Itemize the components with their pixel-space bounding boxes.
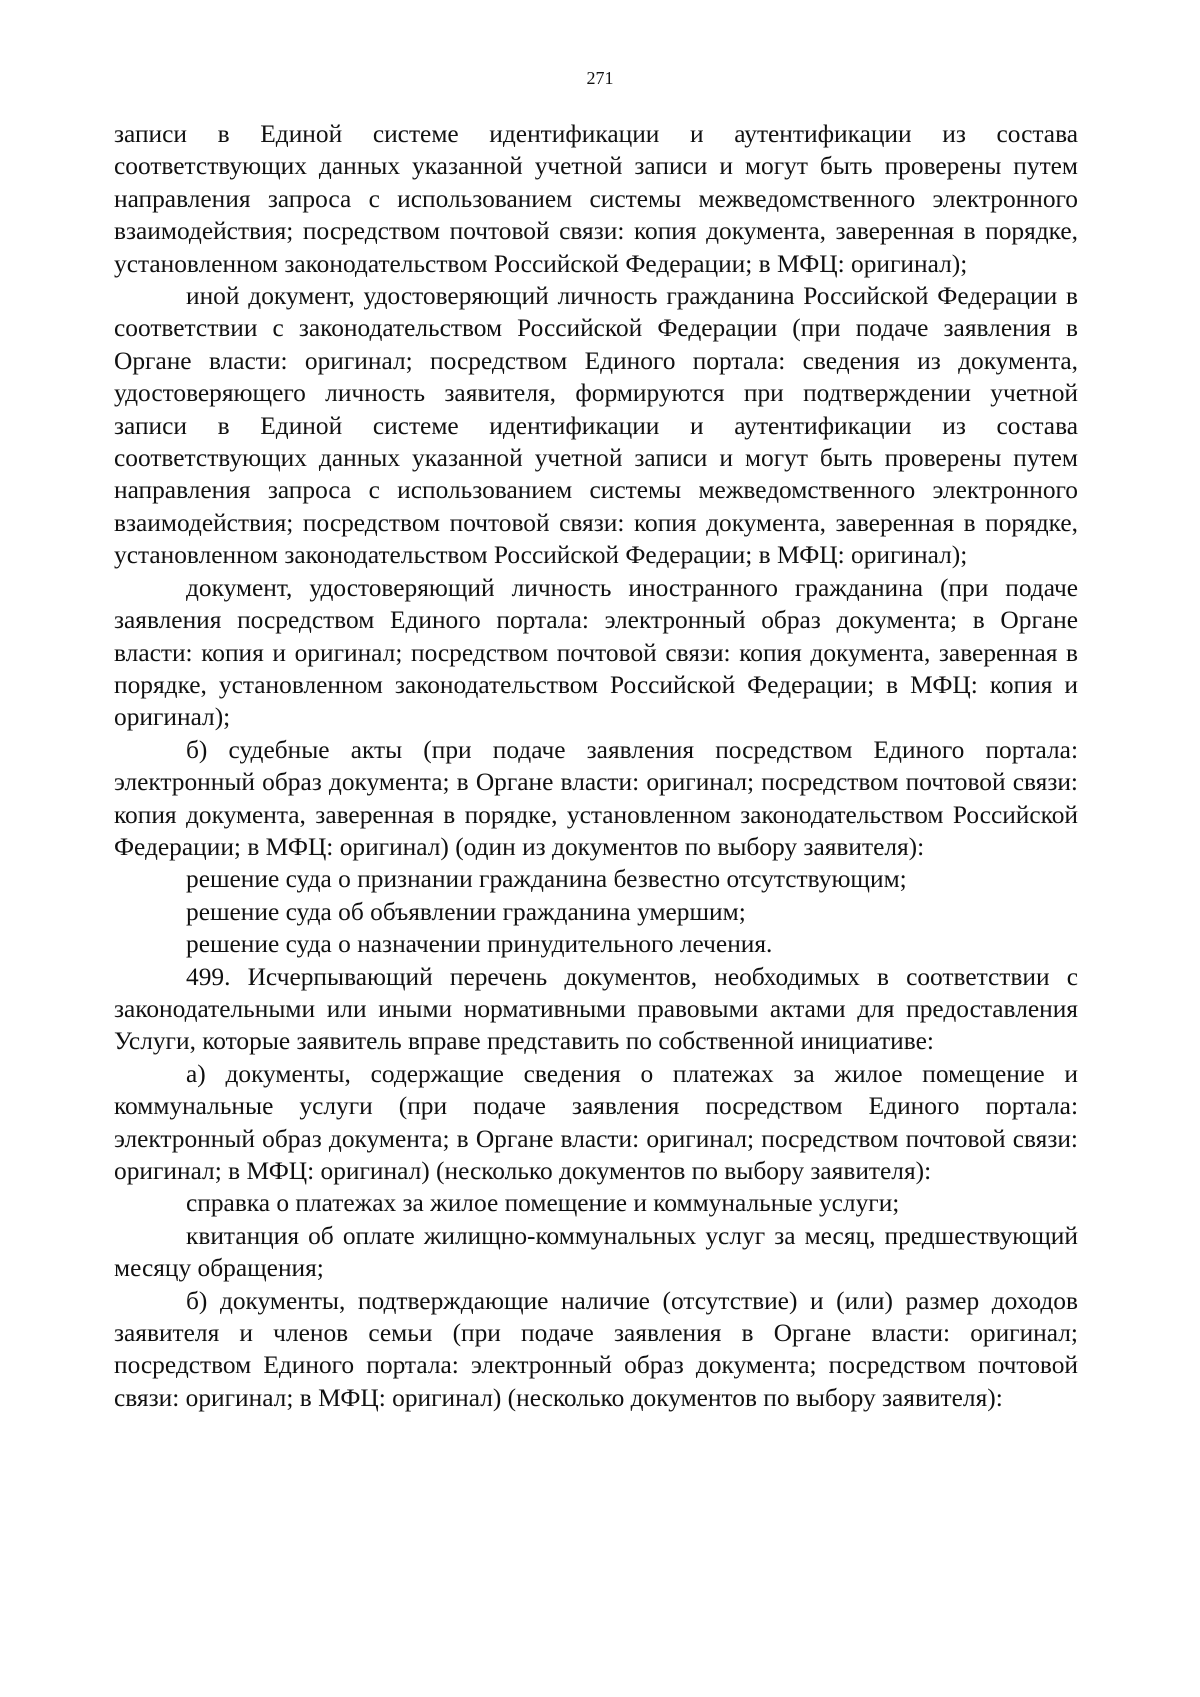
paragraph-6: решение суда об объявлении гражданина умершим; bbox=[186, 897, 746, 926]
paragraph-10: справка о платежах за жилое помещение и коммунальные услуги; bbox=[186, 1189, 900, 1218]
paragraph-1: записи в Единой системе идентификации и аутентификации из состава соответствующих данных указанной учетной записи и могут быть проверены путем направления запроса с использованием системы межведомственного электронного взаимодействия; посредством почтовой связи: копия документа, заверенная в порядке, установленном законодательством Российской Федерации; в МФЦ: оригинал); bbox=[114, 120, 1078, 278]
paragraph-7: решение суда о назначении принудительного лечения. bbox=[186, 930, 773, 959]
paragraph-9: а) документы, содержащие сведения о платежах за жилое помещение и коммунальные услуги (при подаче заявления посредством Единого портала: электронный образ документа; в Органе власти: оригинал; посредством почтовой связи: оригинал; в МФЦ: оригинал) (несколько документов по выбору заявителя): bbox=[114, 1059, 1078, 1185]
page-number: 271 bbox=[586, 68, 614, 88]
paragraph-3: документ, удостоверяющий личность иностранного гражданина (при подаче заявления посредством Единого портала: электронный образ документа; в Органе власти: копия и оригинал; посредством почтовой связи: копия документа, заверенная в порядке, установленном законодательством Российской Федерации; в МФЦ: копия и оригинал); bbox=[114, 573, 1078, 732]
paragraph-12: б) документы, подтверждающие наличие (отсутствие) и (или) размер доходов заявителя и членов семьи (при подаче заявления в Органе власти: оригинал; посредством Единого портала: электронный образ документа; посредством почтовой связи: оригинал; в МФЦ: оригинал) (несколько документов по выбору заявителя): bbox=[114, 1286, 1078, 1412]
paragraph-11: квитанция об оплате жилищно-коммунальных услуг за месяц, предшествующий месяцу обращения; bbox=[114, 1221, 1078, 1283]
paragraph-4: б) судебные акты (при подаче заявления посредством Единого портала: электронный образ документа; в Органе власти: оригинал; посредством почтовой связи: копия документа, заверенная в порядке, установленном законодательством Российской Федерации; в МФЦ: оригинал) (один из документов по выбору заявителя): bbox=[114, 735, 1078, 861]
document-body bbox=[114, 118, 1078, 1414]
paragraph-8: 499. Исчерпывающий перечень документов, необходимых в соответствии с законодательными или иными нормативными правовыми актами для предоставления Услуги, которые заявитель вправе представить по собственной инициативе: bbox=[114, 962, 1078, 1056]
paragraph-2: иной документ, удостоверяющий личность гражданина Российской Федерации в соответствии с законодательством Российской Федерации (при подаче заявления в Органе власти: оригинал; посредством Единого портала: сведения из документа, удостоверяющего личность заявителя, формируются при подтверждении учетной записи в Единой системе идентификации и аутентификации из состава соответствующих данных указанной учетной записи и могут быть проверены путем направления запроса с использованием системы межведомственного электронного взаимодействия; посредством почтовой связи: копия документа, заверенная в порядке, установленном законодательством Российской Федерации; в МФЦ: оригинал); bbox=[114, 282, 1078, 570]
paragraph-5: решение суда о признании гражданина безвестно отсутствующим; bbox=[186, 865, 907, 894]
